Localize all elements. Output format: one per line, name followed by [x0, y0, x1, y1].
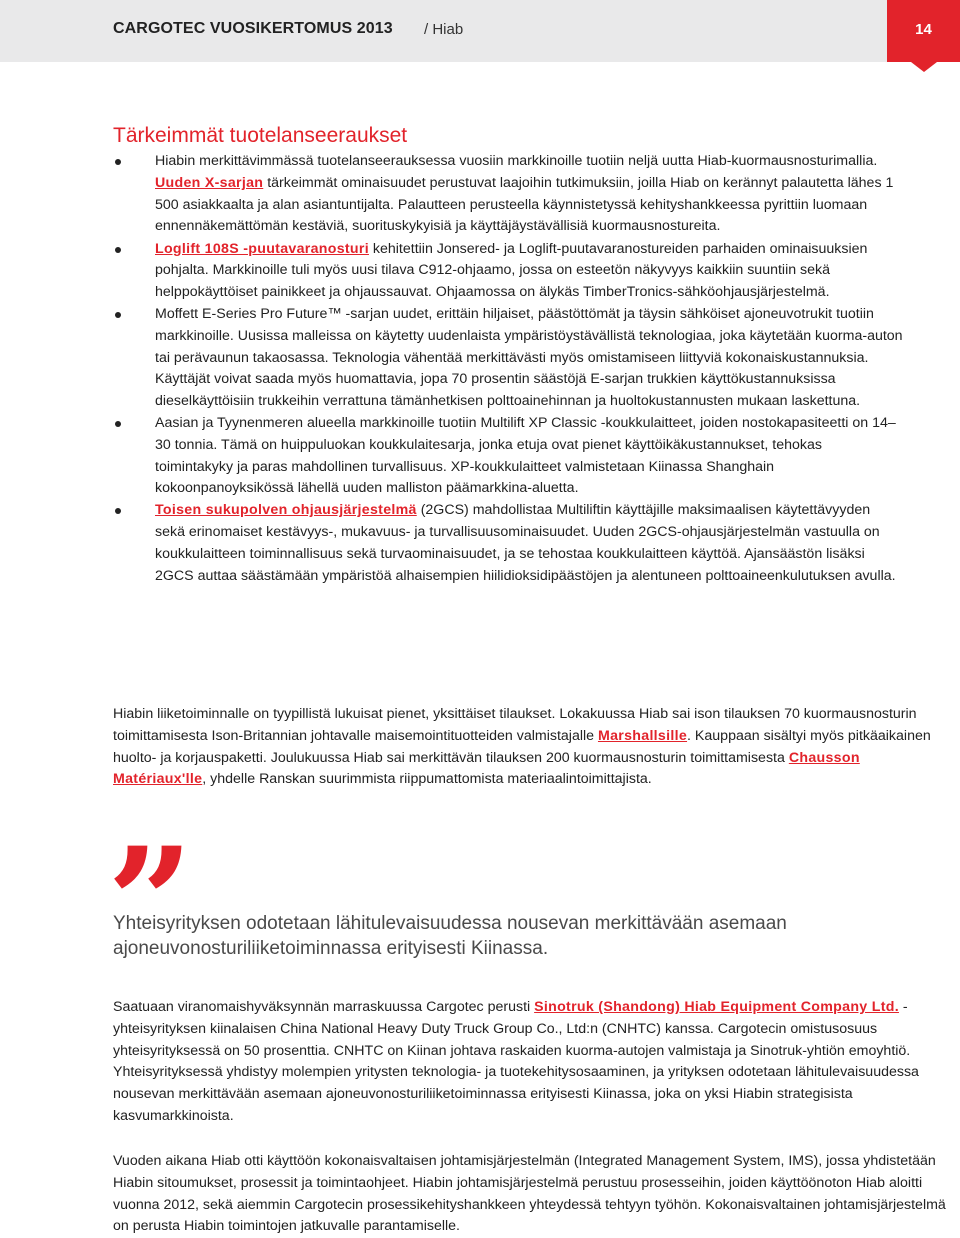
text-run: Hiabin merkittävimmässä tuotelanseerauksessa vuosiin markkinoille tuotiin neljä uutta Hiab-kuormausnosturimallia.	[155, 153, 878, 169]
inline-link[interactable]: Loglift 108S -puutavaranosturi	[155, 240, 369, 257]
paragraph-orders	[113, 704, 933, 791]
report-title: CARGOTEC VUOSIKERTOMUS 2013	[113, 20, 393, 37]
text-run: , yhdelle Ranskan suurimmista riippumattomista materiaalintoimittajista.	[202, 771, 652, 788]
product-launch-list	[113, 151, 903, 587]
page-number-tab	[887, 0, 960, 62]
paragraph-ims	[113, 1151, 958, 1238]
quote-mark-icon: ”	[107, 815, 194, 991]
text-run: kehitettiin Jonsered- ja Loglift-puutavaranostureiden parhaiden ominaisuuksien pohjalta. Markkinoille tuli myös uusi tilava C912-ohjaamo, jossa on esteetön näkyvyys kaikkiin suuntiin sekä helppokäyttöiset painikkeet ja ohjaussauvat. Ohjaamossa on älykäs TimberTronics-sähköohjausjärjestelmä.	[155, 240, 868, 301]
page-header	[0, 0, 960, 62]
bullet-2gcs	[113, 500, 903, 587]
bullet-loglift	[113, 239, 903, 304]
inline-link[interactable]: Toisen sukupolven ohjausjärjestelmä	[155, 502, 417, 519]
text-run: -yhteisyrityksen kiinalaisen China National Heavy Duty Truck Group Co., Ltd:n (CNHTC) kanssa. Cargotecin omistusosuus yhteisyrityksessä on 50 prosenttia. CNHTC on Kiinan johtava raskaiden kuorma-autojen valmistaja ja Sinotruk-yhtiön emoyhtiö. Yhteisyrityksessä yhdistyy molempien yritysten teknologia- ja tuotekehitysosaaminen, ja yrityksen odotetaan lähitulevaisuudessa nousevan merkittävään asemaan ajoneuvonosturiliiketoiminnassa erityisesti Kiinassa, joka on yksi Hiabin strategisista kasvumarkkinoista.	[113, 999, 919, 1124]
page-tab-notch	[911, 62, 937, 72]
bullet-x-series	[113, 151, 903, 238]
text-run: Aasian ja Tyynenmeren alueella markkinoille tuotiin Multilift XP Classic -koukkulaitteet, joiden nostokapasiteetti on 14–30 tonnia. Tämä on huippuluokan koukkulaitesarja, jonka etuja ovat pienet käyttöikäkustannukset, tehokas toimintakyky ja paras mahdollinen turvallisuus. XP-koukkulaitteet valmistetaan Kiinassa Shanghain kokoonpanoyksikössä lähellä uuden malliston päämarkkina-aluetta.	[155, 415, 896, 497]
paragraph-joint-venture	[113, 997, 933, 1128]
inline-link[interactable]: Uuden X-sarjan	[155, 174, 264, 191]
text-run: . Kauppaan sisältyi myös pitkäaikainen huolto- ja korjauspaketti. Joulukuussa Hiab sai merkittävän tilauksen 200 kuormausnosturin toimittamisesta	[113, 727, 931, 766]
pull-quote: Yhteisyrityksen odotetaan lähitulevaisuudessa nousevan merkittävään asemaan ajoneuvonosturiliiketoiminnassa erityisesti Kiinassa.	[113, 913, 787, 959]
bullet-multilift-xp	[113, 413, 903, 500]
text-run: Moffett E-Series Pro Future™ -sarjan uudet, erittäin hiljaiset, päästöttömät ja täysin sähköiset ajoneuvotrukit tuotiin markkinoille. Uusissa malleissa on käytetty uudenlaista ympäristöystävällistä teknologiaa, joka käytetään kuorma-auton tai perävaunun takaosassa. Teknologia vähentää merkittävästi myös omistamiseen liittyviä kokonaiskustannuksia. Käyttäjät voivat saada myös huomattavia, jopa 70 prosentin säästöjä E-sarjan trukkien käyttökustannuksissa dieselkäyttöisiin trukkeihin verrattuna tämänhetkisen polttoainehinnan ja huoltokustannusten mukaan laskettuna.	[155, 306, 903, 410]
page-number: 14	[915, 21, 932, 38]
section-heading: Tärkeimmät tuotelanseeraukset	[113, 124, 408, 147]
inline-link[interactable]: Sinotruk (Shandong) Hiab Equipment Company Ltd.	[534, 999, 899, 1015]
text-run: (2GCS) mahdollistaa Multiliftin käyttäjille maksimaalisen käytettävyyden sekä erinomaiset kestävyys-, mukavuus- ja turvallisuusominaisuudet. Uuden 2GCS-ohjausjärjestelmän vastuulla on koukkulaitteen toiminnallisuus sekä turvaominaisuudet, ja se tehostaa koukkulaitteen käyttöä. Ajansäästön lisäksi 2GCS auttaa säästämään ympäristöä alhaisempien hiilidioksidipäästöjen ja alentuneen polttoaineenkulutuksen avulla.	[155, 502, 896, 584]
inline-link[interactable]: Marshallsille	[597, 727, 688, 744]
text-run: Saatuaan viranomaishyväksynnän marraskuussa Cargotec perusti	[113, 999, 535, 1015]
inline-link[interactable]: Chausson Matériaux'lle	[113, 749, 860, 788]
text-run: Vuoden aikana Hiab otti käyttöön kokonaisvaltaisen johtamisjärjestelmän (Integrated Management System, IMS), jossa yhdistetään Hiabin sitoumukset, prosessit ja toimintaohjeet. Hiabin johtamisjärjestelmä perustuu prosesseihin, joiden käyttöönoton Hiab aloitti vuonna 2012, sekä aiemmin Cargotecin prosessikehityshankkeen yhteydessä tehtyyn työhön. Kokonaisvaltainen johtamisjärjestelmä on perusta Hiabin toimintojen jatkuvalle parantamiselle.	[113, 1153, 946, 1235]
bullet-moffett	[113, 304, 903, 413]
text-run: tärkeimmät ominaisuudet perustuvat laajoihin tutkimuksiin, joilla Hiab on kerännyt palautetta lähes 1 500 asiakkaalta ja alan asiantuntijalta. Palautteen perusteella käynnistetyssä kehityshankkeessa pyrittiin luomaan ennennäkemättömän kestäviä, suorituskykyisiä ja käyttäjäystävällisiä kuormausnostureita.	[155, 174, 894, 235]
section-label: / Hiab	[424, 21, 464, 38]
text-run: Hiabin liiketoiminnalle on tyypillistä lukuisat pienet, yksittäiset tilaukset. Lokakuussa Hiab sai ison tilauksen 70 kuormausnosturin toimittamisesta Ison-Britannian johtavalle maisemointituotteiden valmistajalle	[113, 706, 917, 744]
